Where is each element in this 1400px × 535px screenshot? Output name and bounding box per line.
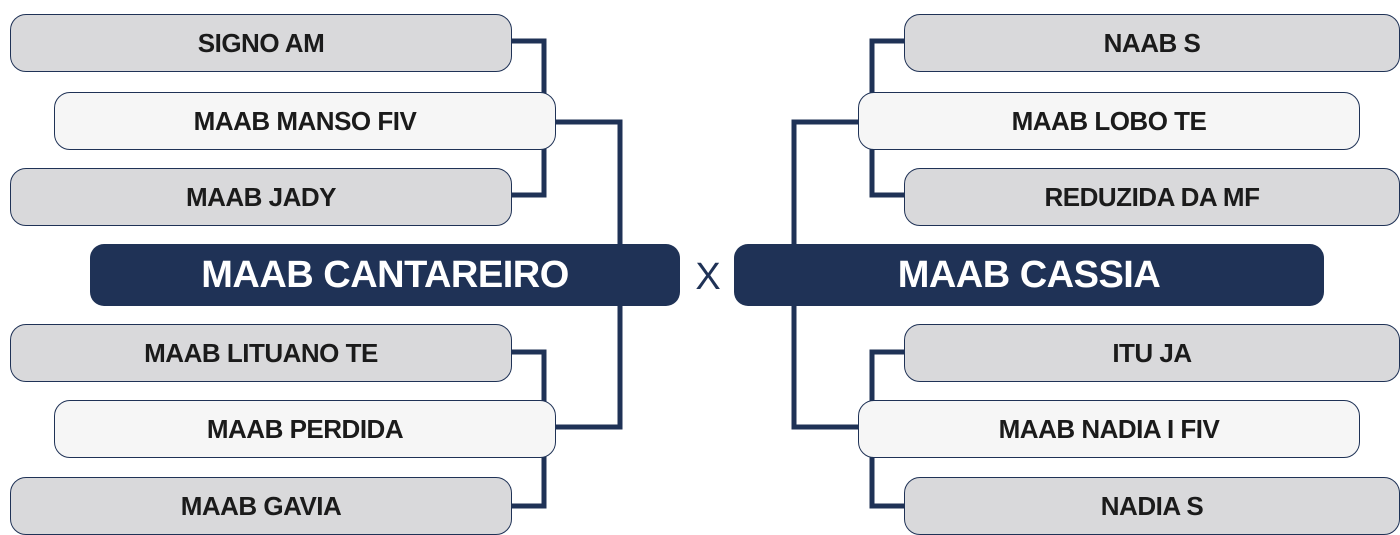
- left-sire-sire-box: [10, 14, 512, 72]
- right-sire-label: MAAB LOBO TE: [1011, 105, 1207, 136]
- left-sire-dam-label: MAAB JADY: [185, 181, 337, 212]
- right-dam-dam-box: [904, 477, 1400, 535]
- versus-separator: X: [695, 255, 721, 298]
- right-dam-sire-label: ITU JA: [1112, 337, 1192, 368]
- right-dam-dam-label: NADIA S: [1100, 490, 1204, 521]
- left-dam-dam-box: [10, 477, 512, 535]
- right-sire-dam-box: [904, 168, 1400, 226]
- right-main-animal-label: MAAB CASSIA: [897, 253, 1161, 296]
- left-main-animal-box: [90, 244, 680, 306]
- right-dam-label: MAAB NADIA I FIV: [998, 413, 1220, 444]
- left-dam-sire-label: MAAB LITUANO TE: [144, 337, 378, 368]
- left-main-animal-label: MAAB CANTAREIRO: [201, 253, 569, 296]
- left-sire-sire-label: SIGNO AM: [197, 27, 325, 58]
- left-sire-box: [54, 92, 556, 150]
- left-dam-sire-box: [10, 324, 512, 382]
- left-dam-box: [54, 400, 556, 458]
- right-sire-sire-box: [904, 14, 1400, 72]
- right-sire-box: [858, 92, 1360, 150]
- right-sire-sire-label: NAAB S: [1103, 27, 1201, 58]
- left-dam-dam-label: MAAB GAVIA: [180, 490, 342, 521]
- right-dam-box: [858, 400, 1360, 458]
- left-sire-label: MAAB MANSO FIV: [193, 105, 417, 136]
- right-dam-sire-box: [904, 324, 1400, 382]
- right-main-animal-box: [734, 244, 1324, 306]
- right-sire-dam-label: REDUZIDA DA MF: [1044, 181, 1260, 212]
- left-dam-label: MAAB PERDIDA: [206, 413, 404, 444]
- left-sire-dam-box: [10, 168, 512, 226]
